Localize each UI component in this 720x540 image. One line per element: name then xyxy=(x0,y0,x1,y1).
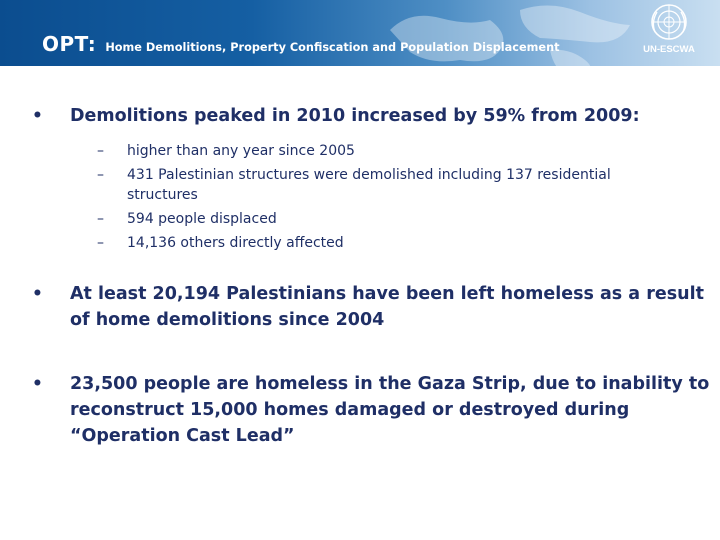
bullet-marker: • xyxy=(32,284,43,304)
sub-bullet-list xyxy=(95,141,655,257)
slide-title xyxy=(42,32,560,56)
sub-bullet-text: higher than any year since 2005 xyxy=(127,143,355,159)
sub-bullet-item xyxy=(95,141,655,161)
header-banner xyxy=(0,0,720,66)
dash-marker: – xyxy=(97,143,104,159)
dash-marker: – xyxy=(97,167,104,183)
bullet-item xyxy=(30,371,720,449)
sub-bullet-text: 14,136 others directly affected xyxy=(127,235,344,251)
sub-bullet-item xyxy=(95,233,655,253)
dash-marker: – xyxy=(97,235,104,251)
sub-bullet-item xyxy=(95,209,655,229)
un-escwa-logo xyxy=(628,2,710,66)
bullet-text: Demolitions peaked in 2010 increased by 59% from 2009: xyxy=(70,106,640,126)
dash-marker: – xyxy=(97,211,104,227)
sub-bullet-text: 431 Palestinian structures were demolished including 137 residential structures xyxy=(127,167,611,203)
logo-label: UN-ESCWA xyxy=(643,44,695,55)
title-main: OPT: xyxy=(42,32,97,56)
bullet-item xyxy=(30,281,710,333)
bullet-item xyxy=(30,103,720,129)
bullet-marker: • xyxy=(32,374,43,394)
sub-bullet-text: 594 people displaced xyxy=(127,211,277,227)
bullet-text: At least 20,194 Palestinians have been left homeless as a result of home demolitions since 2004 xyxy=(70,284,704,330)
bullet-marker: • xyxy=(32,106,43,126)
un-emblem-icon xyxy=(649,2,689,42)
title-subtitle: Home Demolitions, Property Confiscation and Population Displacement xyxy=(105,41,560,54)
sub-bullet-item xyxy=(95,165,655,205)
bullet-text: 23,500 people are homeless in the Gaza Strip, due to inability to reconstruct 15,000 homes damaged or destroyed during “Operation Cast Lead” xyxy=(70,374,710,446)
